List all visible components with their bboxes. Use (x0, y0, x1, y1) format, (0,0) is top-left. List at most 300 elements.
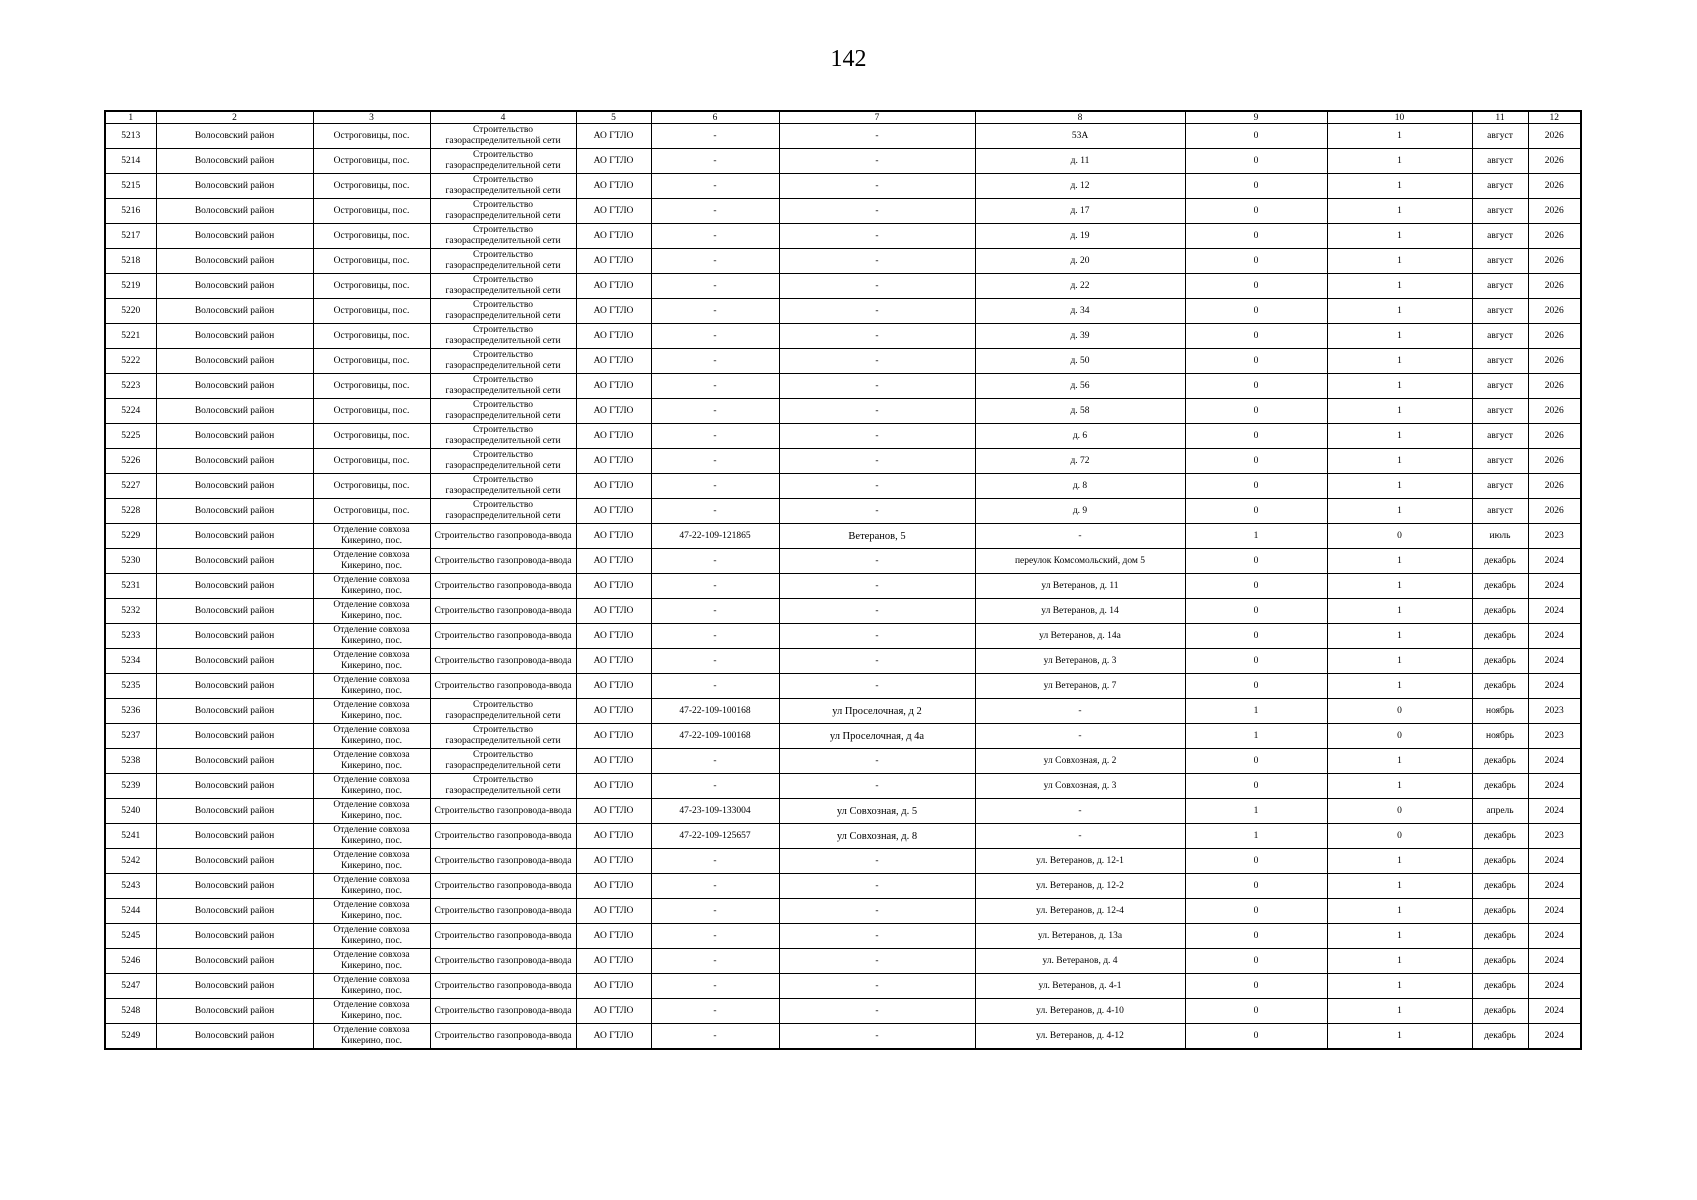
year-cell: 2026 (1528, 324, 1581, 349)
address-planned-cell: д. 58 (975, 399, 1185, 424)
address-planned-cell: д. 20 (975, 249, 1185, 274)
address-planned-cell: д. 6 (975, 424, 1185, 449)
contract-number-cell: - (651, 649, 779, 674)
column-header: 5 (576, 111, 651, 124)
work-type-cell: Строительство газопровода-ввода (430, 899, 576, 924)
district-cell: Волосовский район (156, 374, 313, 399)
address-planned-cell: ул. Ветеранов, д. 4 (975, 949, 1185, 974)
year-cell: 2026 (1528, 424, 1581, 449)
contract-number-cell: 47-22-109-121865 (651, 524, 779, 549)
district-cell: Волосовский район (156, 899, 313, 924)
count-planned-cell: 0 (1327, 699, 1472, 724)
month-cell: август (1472, 399, 1528, 424)
year-cell: 2026 (1528, 499, 1581, 524)
month-cell: декабрь (1472, 1024, 1528, 1050)
count-done-cell: 0 (1185, 649, 1327, 674)
contract-number-cell: - (651, 1024, 779, 1050)
table-row (105, 799, 1581, 824)
count-done-cell: 0 (1185, 374, 1327, 399)
settlement-cell: Отделение совхоза Кикерино, пос. (313, 974, 430, 999)
month-cell: декабрь (1472, 774, 1528, 799)
settlement-cell: Отделение совхоза Кикерино, пос. (313, 574, 430, 599)
table-row (105, 249, 1581, 274)
count-done-cell: 0 (1185, 674, 1327, 699)
district-cell: Волосовский район (156, 949, 313, 974)
organization-cell: АО ГТЛО (576, 124, 651, 149)
contract-number-cell: - (651, 449, 779, 474)
organization-cell: АО ГТЛО (576, 299, 651, 324)
district-cell: Волосовский район (156, 174, 313, 199)
year-cell: 2024 (1528, 599, 1581, 624)
table-row (105, 1024, 1581, 1050)
table-row (105, 424, 1581, 449)
organization-cell: АО ГТЛО (576, 624, 651, 649)
row-number-cell: 5218 (105, 249, 156, 274)
table-row (105, 324, 1581, 349)
organization-cell: АО ГТЛО (576, 449, 651, 474)
row-number-cell: 5229 (105, 524, 156, 549)
organization-cell: АО ГТЛО (576, 974, 651, 999)
address-planned-cell: - (975, 724, 1185, 749)
count-planned-cell: 1 (1327, 224, 1472, 249)
count-planned-cell: 1 (1327, 249, 1472, 274)
month-cell: декабрь (1472, 649, 1528, 674)
work-type-cell: Строительство газораспределительной сети (430, 474, 576, 499)
address-cell: - (779, 424, 975, 449)
page-number: 142 (830, 46, 867, 72)
count-done-cell: 0 (1185, 224, 1327, 249)
work-type-cell: Строительство газораспределительной сети (430, 449, 576, 474)
month-cell: декабрь (1472, 599, 1528, 624)
work-type-cell: Строительство газораспределительной сети (430, 149, 576, 174)
month-cell: август (1472, 124, 1528, 149)
month-cell: декабрь (1472, 974, 1528, 999)
contract-number-cell: - (651, 624, 779, 649)
year-cell: 2026 (1528, 474, 1581, 499)
row-number-cell: 5237 (105, 724, 156, 749)
year-cell: 2026 (1528, 374, 1581, 399)
table-row (105, 199, 1581, 224)
table-row (105, 599, 1581, 624)
year-cell: 2024 (1528, 949, 1581, 974)
count-done-cell: 0 (1185, 899, 1327, 924)
row-number-cell: 5238 (105, 749, 156, 774)
column-header: 4 (430, 111, 576, 124)
table-row (105, 474, 1581, 499)
year-cell: 2024 (1528, 674, 1581, 699)
row-number-cell: 5223 (105, 374, 156, 399)
year-cell: 2023 (1528, 824, 1581, 849)
year-cell: 2026 (1528, 449, 1581, 474)
address-planned-cell: ул. Ветеранов, д. 13а (975, 924, 1185, 949)
settlement-cell: Отделение совхоза Кикерино, пос. (313, 549, 430, 574)
column-header: 7 (779, 111, 975, 124)
count-planned-cell: 1 (1327, 349, 1472, 374)
organization-cell: АО ГТЛО (576, 749, 651, 774)
address-planned-cell: - (975, 524, 1185, 549)
count-planned-cell: 1 (1327, 574, 1472, 599)
count-planned-cell: 1 (1327, 849, 1472, 874)
work-type-cell: Строительство газопровода-ввода (430, 624, 576, 649)
column-header: 1 (105, 111, 156, 124)
year-cell: 2023 (1528, 724, 1581, 749)
row-number-cell: 5245 (105, 924, 156, 949)
row-number-cell: 5230 (105, 549, 156, 574)
table-row (105, 849, 1581, 874)
row-number-cell: 5225 (105, 424, 156, 449)
contract-number-cell: - (651, 374, 779, 399)
table-row (105, 399, 1581, 424)
district-cell: Волосовский район (156, 449, 313, 474)
address-cell: - (779, 174, 975, 199)
work-type-cell: Строительство газораспределительной сети (430, 399, 576, 424)
year-cell: 2024 (1528, 899, 1581, 924)
organization-cell: АО ГТЛО (576, 374, 651, 399)
year-cell: 2026 (1528, 174, 1581, 199)
table-row (105, 874, 1581, 899)
row-number-cell: 5219 (105, 274, 156, 299)
count-planned-cell: 1 (1327, 274, 1472, 299)
work-type-cell: Строительство газопровода-ввода (430, 549, 576, 574)
year-cell: 2026 (1528, 249, 1581, 274)
address-cell: Ветеранов, 5 (779, 524, 975, 549)
settlement-cell: Отделение совхоза Кикерино, пос. (313, 924, 430, 949)
month-cell: декабрь (1472, 624, 1528, 649)
settlement-cell: Остроговицы, пос. (313, 349, 430, 374)
month-cell: ноябрь (1472, 724, 1528, 749)
organization-cell: АО ГТЛО (576, 999, 651, 1024)
year-cell: 2024 (1528, 849, 1581, 874)
column-header: 8 (975, 111, 1185, 124)
year-cell: 2024 (1528, 999, 1581, 1024)
row-number-cell: 5213 (105, 124, 156, 149)
settlement-cell: Отделение совхоза Кикерино, пос. (313, 724, 430, 749)
district-cell: Волосовский район (156, 649, 313, 674)
organization-cell: АО ГТЛО (576, 949, 651, 974)
address-cell: - (779, 1024, 975, 1050)
settlement-cell: Остроговицы, пос. (313, 424, 430, 449)
settlement-cell: Остроговицы, пос. (313, 499, 430, 524)
address-cell: - (779, 499, 975, 524)
count-planned-cell: 1 (1327, 549, 1472, 574)
address-cell: - (779, 849, 975, 874)
district-cell: Волосовский район (156, 724, 313, 749)
count-done-cell: 0 (1185, 774, 1327, 799)
month-cell: август (1472, 324, 1528, 349)
contract-number-cell: 47-22-109-100168 (651, 699, 779, 724)
address-planned-cell: д. 12 (975, 174, 1185, 199)
address-cell: - (779, 124, 975, 149)
count-done-cell: 0 (1185, 974, 1327, 999)
count-planned-cell: 1 (1327, 624, 1472, 649)
address-cell: - (779, 324, 975, 349)
table-row (105, 674, 1581, 699)
count-done-cell: 0 (1185, 349, 1327, 374)
address-planned-cell: ул. Ветеранов, д. 4-1 (975, 974, 1185, 999)
organization-cell: АО ГТЛО (576, 774, 651, 799)
address-cell: ул Совхозная, д. 5 (779, 799, 975, 824)
year-cell: 2026 (1528, 399, 1581, 424)
table-row (105, 349, 1581, 374)
contract-number-cell: - (651, 749, 779, 774)
table-row (105, 449, 1581, 474)
count-done-cell: 0 (1185, 299, 1327, 324)
month-cell: август (1472, 174, 1528, 199)
month-cell: ноябрь (1472, 699, 1528, 724)
row-number-cell: 5221 (105, 324, 156, 349)
settlement-cell: Остроговицы, пос. (313, 149, 430, 174)
month-cell: декабрь (1472, 674, 1528, 699)
row-number-cell: 5243 (105, 874, 156, 899)
work-type-cell: Строительство газораспределительной сети (430, 324, 576, 349)
organization-cell: АО ГТЛО (576, 549, 651, 574)
address-cell: - (779, 899, 975, 924)
column-header: 10 (1327, 111, 1472, 124)
work-type-cell: Строительство газопровода-ввода (430, 824, 576, 849)
address-planned-cell: д. 19 (975, 224, 1185, 249)
month-cell: декабрь (1472, 549, 1528, 574)
organization-cell: АО ГТЛО (576, 349, 651, 374)
address-cell: - (779, 874, 975, 899)
year-cell: 2026 (1528, 274, 1581, 299)
year-cell: 2024 (1528, 774, 1581, 799)
month-cell: август (1472, 274, 1528, 299)
district-cell: Волосовский район (156, 624, 313, 649)
district-cell: Волосовский район (156, 424, 313, 449)
district-cell: Волосовский район (156, 849, 313, 874)
organization-cell: АО ГТЛО (576, 874, 651, 899)
count-planned-cell: 1 (1327, 674, 1472, 699)
address-cell: - (779, 149, 975, 174)
month-cell: август (1472, 249, 1528, 274)
count-planned-cell: 1 (1327, 774, 1472, 799)
count-planned-cell: 0 (1327, 799, 1472, 824)
contract-number-cell: - (651, 299, 779, 324)
column-header: 9 (1185, 111, 1327, 124)
work-type-cell: Строительство газораспределительной сети (430, 349, 576, 374)
organization-cell: АО ГТЛО (576, 924, 651, 949)
count-planned-cell: 0 (1327, 824, 1472, 849)
table-row (105, 224, 1581, 249)
district-cell: Волосовский район (156, 474, 313, 499)
month-cell: декабрь (1472, 924, 1528, 949)
contract-number-cell: - (651, 499, 779, 524)
contract-number-cell: 47-23-109-133004 (651, 799, 779, 824)
month-cell: август (1472, 299, 1528, 324)
month-cell: декабрь (1472, 749, 1528, 774)
month-cell: апрель (1472, 799, 1528, 824)
count-planned-cell: 0 (1327, 724, 1472, 749)
address-planned-cell: ул Совхозная, д. 2 (975, 749, 1185, 774)
address-cell: - (779, 374, 975, 399)
address-cell: - (779, 599, 975, 624)
address-planned-cell: д. 72 (975, 449, 1185, 474)
address-cell: - (779, 199, 975, 224)
address-planned-cell: - (975, 699, 1185, 724)
work-type-cell: Строительство газопровода-ввода (430, 574, 576, 599)
month-cell: декабрь (1472, 574, 1528, 599)
address-planned-cell: д. 56 (975, 374, 1185, 399)
settlement-cell: Остроговицы, пос. (313, 249, 430, 274)
work-type-cell: Строительство газопровода-ввода (430, 599, 576, 624)
address-cell: - (779, 574, 975, 599)
count-done-cell: 0 (1185, 199, 1327, 224)
year-cell: 2024 (1528, 574, 1581, 599)
row-number-cell: 5244 (105, 899, 156, 924)
work-type-cell: Строительство газопровода-ввода (430, 1024, 576, 1050)
work-type-cell: Строительство газораспределительной сети (430, 224, 576, 249)
district-cell: Волосовский район (156, 574, 313, 599)
address-planned-cell: д. 11 (975, 149, 1185, 174)
table-row (105, 174, 1581, 199)
settlement-cell: Отделение совхоза Кикерино, пос. (313, 674, 430, 699)
table-row (105, 774, 1581, 799)
organization-cell: АО ГТЛО (576, 899, 651, 924)
work-type-cell: Строительство газопровода-ввода (430, 524, 576, 549)
district-cell: Волосовский район (156, 149, 313, 174)
year-cell: 2024 (1528, 624, 1581, 649)
table-row (105, 549, 1581, 574)
address-cell: - (779, 274, 975, 299)
address-cell: - (779, 474, 975, 499)
row-number-cell: 5231 (105, 574, 156, 599)
settlement-cell: Отделение совхоза Кикерино, пос. (313, 849, 430, 874)
organization-cell: АО ГТЛО (576, 499, 651, 524)
settlement-cell: Остроговицы, пос. (313, 449, 430, 474)
contract-number-cell: - (651, 274, 779, 299)
count-planned-cell: 1 (1327, 899, 1472, 924)
count-planned-cell: 1 (1327, 149, 1472, 174)
count-done-cell: 0 (1185, 849, 1327, 874)
count-done-cell: 0 (1185, 599, 1327, 624)
address-cell: - (779, 249, 975, 274)
address-planned-cell: ул. Ветеранов, д. 4-10 (975, 999, 1185, 1024)
work-type-cell: Строительство газораспределительной сети (430, 174, 576, 199)
district-cell: Волосовский район (156, 1024, 313, 1050)
settlement-cell: Остроговицы, пос. (313, 174, 430, 199)
year-cell: 2026 (1528, 224, 1581, 249)
address-planned-cell: ул Ветеранов, д. 14а (975, 624, 1185, 649)
contract-number-cell: - (651, 324, 779, 349)
month-cell: июль (1472, 524, 1528, 549)
settlement-cell: Остроговицы, пос. (313, 399, 430, 424)
settlement-cell: Отделение совхоза Кикерино, пос. (313, 524, 430, 549)
work-type-cell: Строительство газопровода-ввода (430, 874, 576, 899)
contract-number-cell: - (651, 174, 779, 199)
month-cell: август (1472, 449, 1528, 474)
contract-number-cell: - (651, 924, 779, 949)
settlement-cell: Остроговицы, пос. (313, 224, 430, 249)
work-type-cell: Строительство газопровода-ввода (430, 974, 576, 999)
organization-cell: АО ГТЛО (576, 724, 651, 749)
work-type-cell: Строительство газораспределительной сети (430, 724, 576, 749)
month-cell: декабрь (1472, 949, 1528, 974)
settlement-cell: Отделение совхоза Кикерино, пос. (313, 649, 430, 674)
work-type-cell: Строительство газораспределительной сети (430, 274, 576, 299)
district-cell: Волосовский район (156, 999, 313, 1024)
district-cell: Волосовский район (156, 524, 313, 549)
district-cell: Волосовский район (156, 874, 313, 899)
settlement-cell: Остроговицы, пос. (313, 199, 430, 224)
table-row (105, 749, 1581, 774)
count-done-cell: 1 (1185, 724, 1327, 749)
district-cell: Волосовский район (156, 224, 313, 249)
organization-cell: АО ГТЛО (576, 799, 651, 824)
count-planned-cell: 1 (1327, 324, 1472, 349)
address-planned-cell: д. 22 (975, 274, 1185, 299)
address-planned-cell: ул Ветеранов, д. 11 (975, 574, 1185, 599)
work-type-cell: Строительство газораспределительной сети (430, 499, 576, 524)
district-cell: Волосовский район (156, 249, 313, 274)
count-planned-cell: 1 (1327, 449, 1472, 474)
year-cell: 2024 (1528, 1024, 1581, 1050)
contract-number-cell: - (651, 949, 779, 974)
settlement-cell: Остроговицы, пос. (313, 274, 430, 299)
contract-number-cell: - (651, 399, 779, 424)
organization-cell: АО ГТЛО (576, 674, 651, 699)
district-cell: Волосовский район (156, 124, 313, 149)
organization-cell: АО ГТЛО (576, 249, 651, 274)
address-cell: - (779, 999, 975, 1024)
year-cell: 2026 (1528, 199, 1581, 224)
address-planned-cell: - (975, 799, 1185, 824)
row-number-cell: 5242 (105, 849, 156, 874)
organization-cell: АО ГТЛО (576, 824, 651, 849)
column-header: 11 (1472, 111, 1528, 124)
count-done-cell: 1 (1185, 699, 1327, 724)
address-planned-cell: ул Ветеранов, д. 7 (975, 674, 1185, 699)
month-cell: декабрь (1472, 849, 1528, 874)
row-number-cell: 5227 (105, 474, 156, 499)
contract-number-cell: - (651, 774, 779, 799)
count-done-cell: 0 (1185, 499, 1327, 524)
year-cell: 2024 (1528, 549, 1581, 574)
year-cell: 2024 (1528, 649, 1581, 674)
data-table (104, 110, 1582, 1050)
row-number-cell: 5220 (105, 299, 156, 324)
organization-cell: АО ГТЛО (576, 524, 651, 549)
year-cell: 2026 (1528, 124, 1581, 149)
month-cell: август (1472, 349, 1528, 374)
address-planned-cell: д. 50 (975, 349, 1185, 374)
count-planned-cell: 1 (1327, 974, 1472, 999)
district-cell: Волосовский район (156, 599, 313, 624)
district-cell: Волосовский район (156, 974, 313, 999)
count-done-cell: 1 (1185, 524, 1327, 549)
district-cell: Волосовский район (156, 924, 313, 949)
organization-cell: АО ГТЛО (576, 1024, 651, 1050)
count-planned-cell: 1 (1327, 399, 1472, 424)
row-number-cell: 5226 (105, 449, 156, 474)
table-row (105, 299, 1581, 324)
row-number-cell: 5228 (105, 499, 156, 524)
contract-number-cell: 47-22-109-100168 (651, 724, 779, 749)
count-done-cell: 0 (1185, 149, 1327, 174)
count-planned-cell: 0 (1327, 524, 1472, 549)
settlement-cell: Отделение совхоза Кикерино, пос. (313, 599, 430, 624)
table-row (105, 274, 1581, 299)
contract-number-cell: - (651, 474, 779, 499)
district-cell: Волосовский район (156, 674, 313, 699)
address-planned-cell: д. 17 (975, 199, 1185, 224)
address-cell: - (779, 774, 975, 799)
organization-cell: АО ГТЛО (576, 574, 651, 599)
organization-cell: АО ГТЛО (576, 424, 651, 449)
work-type-cell: Строительство газопровода-ввода (430, 849, 576, 874)
count-planned-cell: 1 (1327, 374, 1472, 399)
district-cell: Волосовский район (156, 549, 313, 574)
table-row (105, 649, 1581, 674)
